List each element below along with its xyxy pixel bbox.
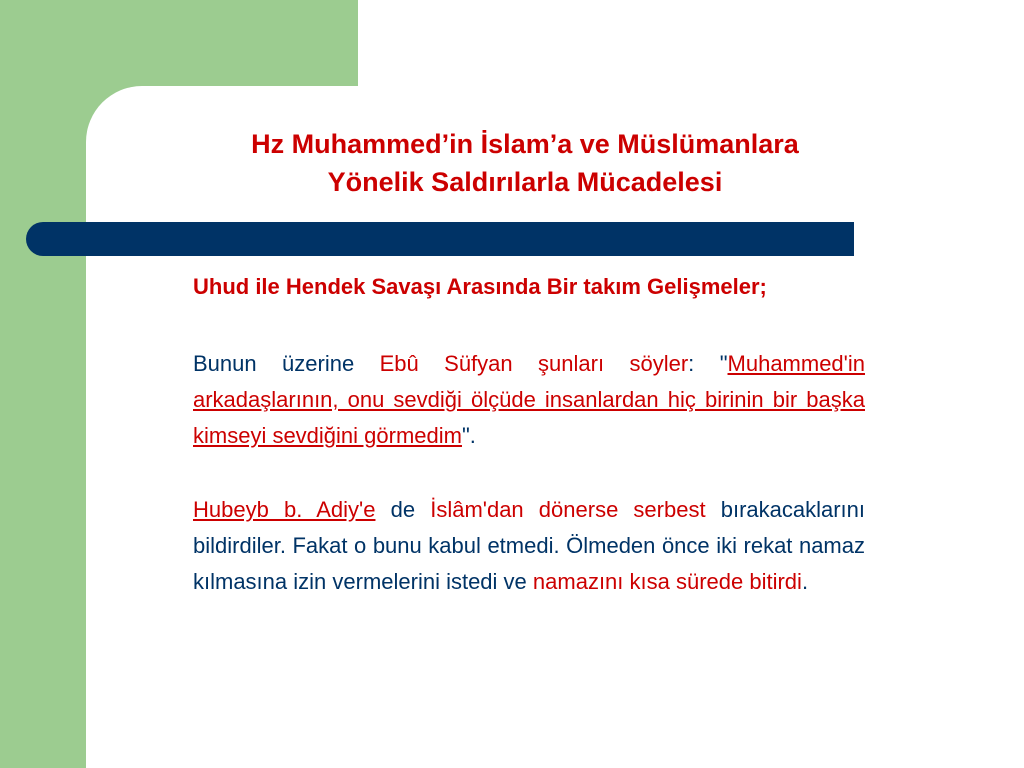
section-subtitle: Uhud ile Hendek Savaşı Arasında Bir takım Gelişmeler; [193, 274, 767, 299]
slide-body [193, 270, 865, 600]
paragraph-2-text-c: . [801, 569, 809, 594]
paragraph-1-highlight: Ebû Süfyan şunları söyler [379, 351, 689, 376]
paragraph-2-text-b: bırakacaklarını bildirdiler. Fakat o bunu kabul etmedi. Ölmeden önce iki rekat namaz kılmasına izin vermelerini istedi ve [193, 497, 866, 594]
navy-divider-bar [26, 222, 854, 256]
paragraph-2-name: Hubeyb b. Adiy'e [193, 497, 376, 522]
slide-title-line-1: Hz Muhammed’in İslam’a ve Müslümanlara [251, 129, 799, 159]
slide-title [120, 125, 930, 201]
spacer [193, 304, 865, 346]
paragraph-1-quote: Muhammed'in arkadaşlarının, onu sevdiği ölçüde insanlardan hiç birinin bir başka kimseyi sevdiğini görmedim [193, 351, 865, 448]
paragraph-1-text-a: Bunun üzerine [193, 351, 380, 376]
paragraph-1-text-c: ". [461, 423, 476, 448]
slide-title-line-2: Yönelik Saldırılarla Mücadelesi [327, 167, 723, 197]
paragraph-2 [193, 492, 865, 600]
paragraph-1 [193, 346, 865, 454]
paragraph-1-text-b: : " [688, 351, 728, 376]
paragraph-2-highlight-1: İslâm'dan dönerse serbest [430, 497, 706, 522]
paragraph-2-highlight-2: namazını kısa sürede bitirdi [532, 569, 802, 594]
paragraph-2-text-a: de [375, 497, 431, 522]
spacer [193, 454, 865, 492]
